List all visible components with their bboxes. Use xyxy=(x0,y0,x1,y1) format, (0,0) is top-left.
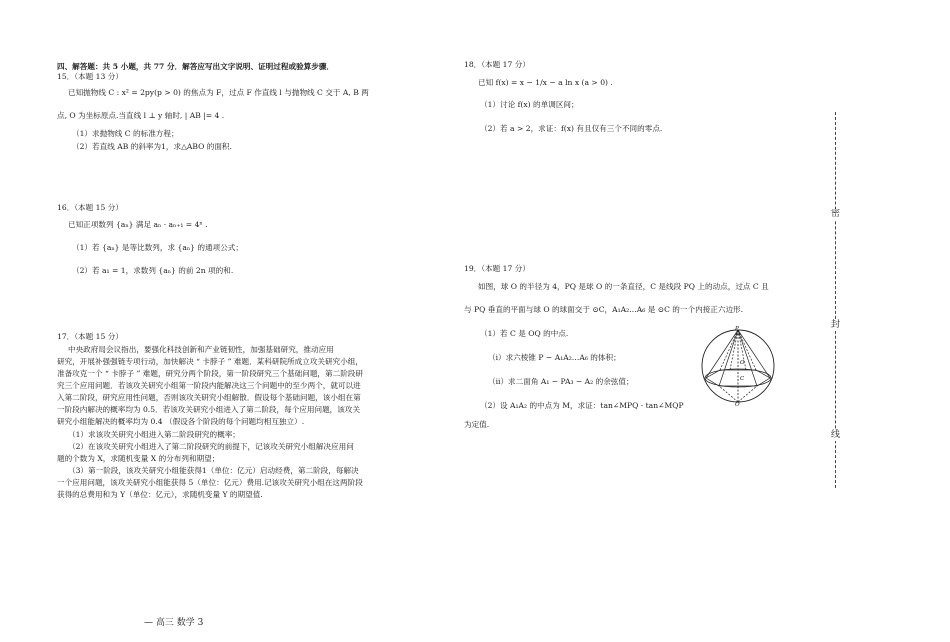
binding-char-mi: 密 xyxy=(830,209,840,219)
q16-part-1: （1）若 {aₙ} 是等比数列，求 {aₙ} 的通项公式； xyxy=(72,243,243,252)
q17-heading: 17．（本题 15 分） xyxy=(57,332,123,341)
q16-part-2: （2）若 a₁ = 1，求数列 {aₙ} 的前 2n 项的和. xyxy=(72,266,234,275)
q15-heading: 15．（本题 13 分） xyxy=(57,72,123,81)
binding-char-xian: 线 xyxy=(830,430,840,440)
label-p: P xyxy=(735,326,739,332)
sphere-pyramid-figure xyxy=(692,326,784,406)
q17-part-2b: 题的个数为 X，求随机变量 X 的分布列和期望； xyxy=(57,454,220,463)
q17-part-3c: 获得的总费用和为 Y（单位：亿元），求随机变量 Y 的期望值. xyxy=(57,490,263,499)
q17-body-4: 究三个应用问题．若该攻关研究小组第一阶段内能解决这三个问题中的至少两个，就可以进 xyxy=(57,381,361,390)
q17-body-6: 一阶段内解决的概率均为 0.5．若该攻关研究小组进入了第二阶段，每个应用问题，该攻关 xyxy=(57,405,361,414)
label-o: O xyxy=(740,360,745,366)
q19-part-1: （1）若 C 是 OQ 的中点. xyxy=(480,329,569,338)
q17-part-1: （1）求该攻关研究小组进入第二阶段研究的概率； xyxy=(68,430,240,439)
q17-part-3a: （3）第一阶段，该攻关研究小组能获得1（单位：亿元）启动经费，第二阶段，每解决 xyxy=(68,466,359,475)
q17-part-2a: （2）在该攻关研究小组进入了第二阶段研究的前提下，记该攻关研究小组解决应用问 xyxy=(68,442,354,451)
q18-text-1: 已知 f(x) = x − 1/x − a ln x (a > 0) . xyxy=(478,78,613,87)
q17-body-1: 中央政府局会议指出，要强化科技创新和产业链韧性，加强基础研究，推动应用 xyxy=(68,345,334,354)
binding-char-feng: 封 xyxy=(830,320,840,330)
q18-part-1: （1）讨论 f(x) 的单调区间； xyxy=(480,100,579,109)
q17-body-7: 研究小组能解决的概率均为 0.4 （假设各个阶段的每个问题均相互独立）. xyxy=(57,417,305,426)
q15-part-1: （1）求抛物线 C 的标准方程； xyxy=(72,129,179,138)
page-footer: — 高三 数学 3 xyxy=(144,618,204,628)
q17-body-2: 研究，开展补强强链专项行动，加快解决 “ 卡脖子 ” 难题．某科研院所成立攻关研究小组， xyxy=(57,357,363,366)
q18-part-2: （2）若 a > 2，求证：f(x) 有且仅有三个不同的零点. xyxy=(480,124,663,133)
q15-part-2: （2）若直线 AB 的斜率为1，求△ABO 的面积. xyxy=(72,142,232,151)
label-q: Q xyxy=(735,402,740,406)
q17-body-5: 入第二阶段，研究应用性问题，否则该攻关研究小组解散．假设每个基础问题，该小组在第 xyxy=(57,393,361,402)
label-c: C xyxy=(740,376,745,382)
section-header: 四、解答题：共 5 小题，共 77 分．解答应写出文字说明、证明过程或验算步骤． xyxy=(57,62,335,71)
q19-part-2-end: 为定值. xyxy=(464,420,490,429)
q17-part-3b: 一个应用问题，该攻关研究小组能获得 5（单位：亿元）费用.记该攻关研究小组在这两阶段 xyxy=(57,478,363,487)
q15-text-2: 点, O 为坐标原点.当直线 l ⊥ y 轴时, | AB |= 4 . xyxy=(57,111,225,120)
q17-body-3: 准备攻克一个 “ 卡脖子 ” 难题，研究分两个阶段，第一阶段研究三个基础问题，第二阶段研 xyxy=(57,369,363,378)
q16-heading: 16．（本题 15 分） xyxy=(57,203,123,212)
q19-part-1-i: （i）求六棱锥 P − A₁A₂…A₆ 的体积； xyxy=(488,353,621,362)
q16-text-1: 已知正项数列 {aₙ} 满足 aₙ · aₙ₊₁ = 4ⁿ . xyxy=(68,220,208,229)
q15-text-1: 已知抛物线 C : x² = 2py(p > 0) 的焦点为 F，过点 F 作直线 l 与抛物线 C 交于 A, B 两 xyxy=(68,88,369,97)
q19-heading: 19．（本题 17 分） xyxy=(464,264,530,273)
q19-part-1-ii: （ii）求二面角 A₁ − PA₃ − A₂ 的余弦值； xyxy=(488,377,634,386)
q19-part-2: （2）设 A₁A₂ 的中点为 M，求证：tan∠MPQ · tan∠MQP xyxy=(480,401,684,410)
q18-heading: 18．（本题 17 分） xyxy=(464,60,530,69)
q19-text-1: 如图，球 O 的半径为 4，PQ 是球 O 的一条直径，C 是线段 PQ 上的动点，过点 C 且 xyxy=(478,282,769,291)
q19-text-2: 与 PQ 垂直的平面与球 O 的球面交于 ⊙C，A₁A₂…A₆ 是 ⊙C 的一个内接正六边形. xyxy=(464,305,744,314)
